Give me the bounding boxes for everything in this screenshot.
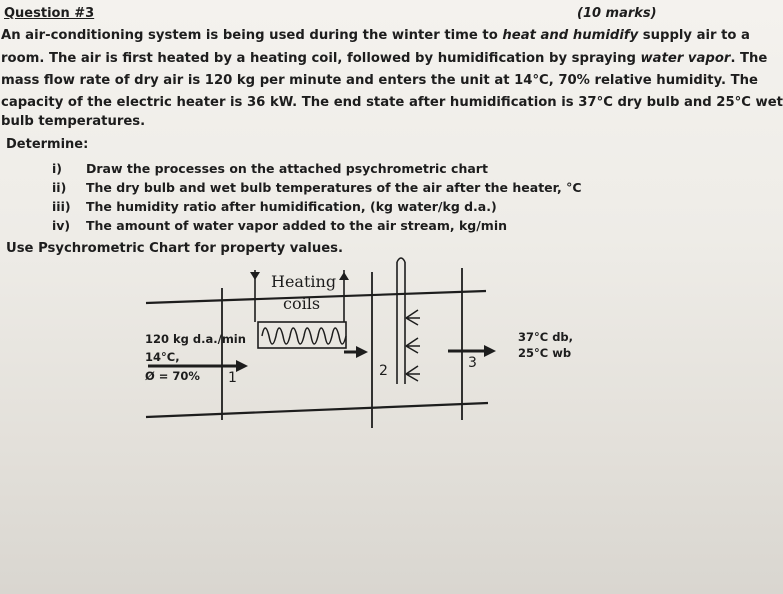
determine-heading: Determine: [6, 137, 89, 152]
item-number-1: i) [52, 161, 62, 176]
outlet-db-label: 37°C db, [518, 330, 574, 344]
item-text-4: The amount of water vapor added to the air stream, kg/min [86, 218, 508, 233]
item-number-2: ii) [52, 180, 67, 195]
line1-text-a: An air-conditioning system is being used during the winter time to [1, 28, 503, 43]
problem-line-5: bulb temperatures. [1, 114, 146, 129]
spray-pipe-cap [397, 258, 405, 262]
inlet-flow-label: 120 kg d.a./min [145, 332, 246, 346]
question-title: Question #3 [4, 6, 95, 21]
heater-arrow-down-icon [250, 272, 260, 280]
item-text-1: Draw the processes on the attached psychrometric chart [86, 161, 488, 176]
question-marks: (10 marks) [577, 6, 657, 21]
outlet-wb-label: 25°C wb [518, 346, 572, 360]
state-3-label: 3 [468, 355, 477, 371]
state-1-label: 1 [228, 370, 237, 386]
inlet-arrowhead-icon [236, 360, 248, 372]
item-text-2: The dry bulb and wet bulb temperatures of the air after the heater, °C [86, 180, 582, 195]
spray-nozzle-1-icon [406, 310, 420, 325]
state-2-label: 2 [379, 363, 388, 379]
problem-line-3: mass flow rate of dry air is 120 kg per minute and enters the unit at 14°C, 70% relative humidity. The [1, 73, 758, 88]
line1-emphasis: heat and humidify [502, 28, 639, 43]
problem-line-4: capacity of the electric heater is 36 kW. The end state after humidification is 37°C dry bulb and 25°C wet [1, 95, 783, 110]
line1-text-c: supply air to a [638, 28, 750, 43]
spray-nozzle-2-icon [406, 338, 420, 353]
item-number-3: iii) [52, 199, 71, 214]
duct-bottom-wall [146, 403, 488, 417]
line2-emphasis: water vapor [640, 51, 731, 66]
item-text-3: The humidity ratio after humidification, (kg water/kg d.a.) [86, 199, 497, 214]
item-number-4: iv) [52, 218, 71, 233]
heater-outlet-arrowhead-icon [356, 346, 368, 358]
inlet-temp-label: 14°C, [145, 350, 180, 364]
heating-label: Heating [271, 272, 337, 291]
line2-text-c: . The [730, 51, 768, 66]
inlet-rh-label: Ø = 70% [145, 369, 200, 383]
outlet-arrowhead-icon [484, 345, 496, 357]
use-chart-instruction: Use Psychrometric Chart for property values. [6, 241, 344, 256]
spray-nozzle-3-icon [406, 366, 420, 381]
heater-arrow-up-icon [339, 272, 349, 280]
coils-label: coils [283, 294, 321, 313]
line2-text-a: room. The air is first heated by a heating coil, followed by humidification by spraying [1, 51, 641, 66]
heating-coil-loops [262, 328, 346, 344]
